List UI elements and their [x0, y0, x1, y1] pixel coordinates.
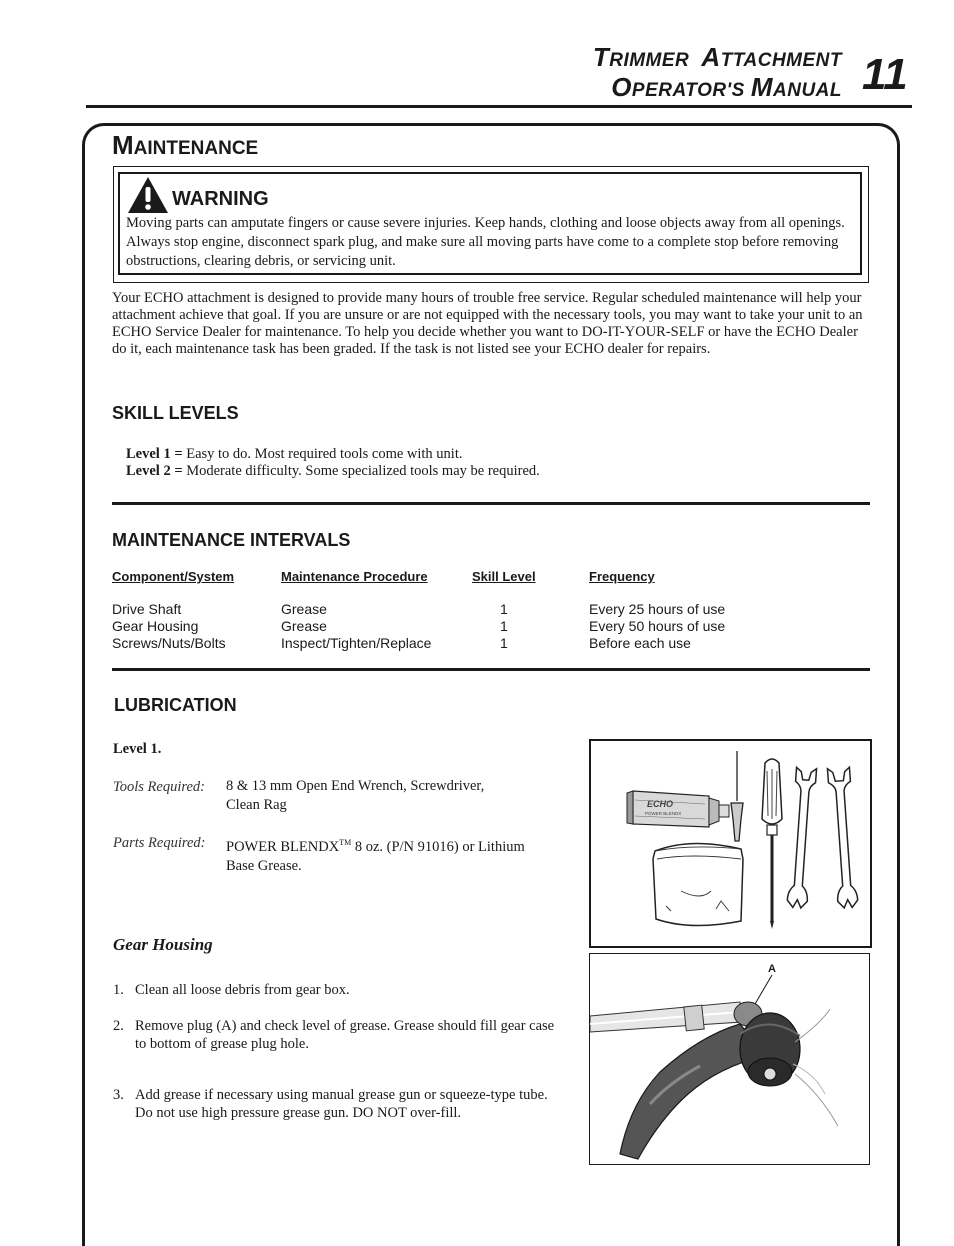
svg-text:ECHO: ECHO [647, 799, 674, 809]
maintenance-intervals-heading: MAINTENANCE INTERVALS [112, 530, 351, 550]
skill-levels-heading: SKILL LEVELS [112, 403, 239, 423]
section-divider [112, 668, 870, 671]
svg-text:POWER BLENDX: POWER BLENDX [645, 811, 682, 816]
gear-housing-drawing [590, 954, 869, 1164]
list-item: 3. Add grease if necessary using manual grease gun or squeeze-type tube. Do not use high pressure grease gun. DO NOT over-fill. [113, 1087, 548, 1121]
column-header-frequency: Frequency [589, 569, 655, 584]
column-header-component: Component/System [112, 569, 235, 584]
warning-text: Moving parts can amputate fingers or cause severe injuries. Keep hands, clothing and loose objects away from all openings. Always stop engine, disconnect spark plug, and make sure all moving parts have come to a complete stop before removing obstructions, clearing debris, or servicing unit. [126, 215, 845, 269]
column-header-procedure: Maintenance Procedure [281, 569, 428, 584]
probe-tool [731, 751, 743, 841]
lubrication-heading: LUBRICATION [114, 695, 237, 715]
gear-housing-illustration [589, 953, 870, 1165]
column-header-skill: Skill Level [472, 569, 536, 584]
warning-heading: WARNING [172, 188, 269, 210]
section-divider [112, 502, 870, 505]
skill-levels-list [126, 446, 540, 480]
table-row: Drive Shaft Gear Housing Screws/Nuts/Bolts [112, 601, 226, 651]
parts-required-label: Parts Required: [113, 835, 206, 851]
warning-triangle-icon [126, 175, 170, 215]
tools-required-value: 8 & 13 mm Open End Wrench, Screwdriver, Clean Rag [226, 778, 485, 813]
parts-required-value: POWER BLENDX™ 8 oz. (P/N 91016) or Lithium Base Grease. [226, 838, 525, 874]
grease-tube [627, 791, 729, 827]
skill-level-item: Level 1 = Easy to do. Most required tools come with unit. [126, 446, 463, 462]
gear-housing-heading: Gear Housing [113, 935, 213, 954]
tools-drawing [591, 741, 870, 946]
skill-level-item: Level 2 = Moderate difficulty. Some specialized tools may be required. [126, 463, 540, 479]
callout-a-label: A [768, 963, 776, 975]
list-item: 2. Remove plug (A) and check level of grease. Grease should fill gear case to bottom of grease plug hole. [113, 1018, 555, 1052]
section-title: MAINTENANCE [112, 130, 259, 160]
manual-title: TRIMMER ATTACHMENT OPERATOR'S MANUAL [592, 42, 842, 102]
table-row: Every 25 hours of use Every 50 hours of use Before each use [589, 601, 726, 651]
header-rule [86, 105, 912, 108]
wrench-icon [787, 767, 817, 908]
intro-paragraph: Your ECHO attachment is designed to provide many hours of trouble free service. Regular scheduled maintenance will help your attachment achieve that goal. If you are unsure or are not equipped with the necessary tools, you may want to take your unit to an ECHO Service Dealer for maintenance. To help you decide whether you want to DO-IT-YOUR-SELF or have the ECHO Dealer do it, each maintenance task has been graded. If the task is not listed see your ECHO dealer for repairs. [112, 290, 863, 357]
tools-required-label: Tools Required: [113, 779, 205, 795]
tools-illustration [589, 739, 872, 948]
table-row: Grease Grease Inspect/Tighten/Replace [281, 601, 432, 651]
list-item: 1. Clean all loose debris from gear box. [113, 982, 350, 998]
screwdriver-icon [762, 759, 782, 929]
page-number: 11 [862, 50, 908, 99]
level-indicator: Level 1. [113, 741, 162, 757]
table-row: 1 1 1 [500, 601, 508, 651]
wrench-icon [827, 767, 859, 908]
